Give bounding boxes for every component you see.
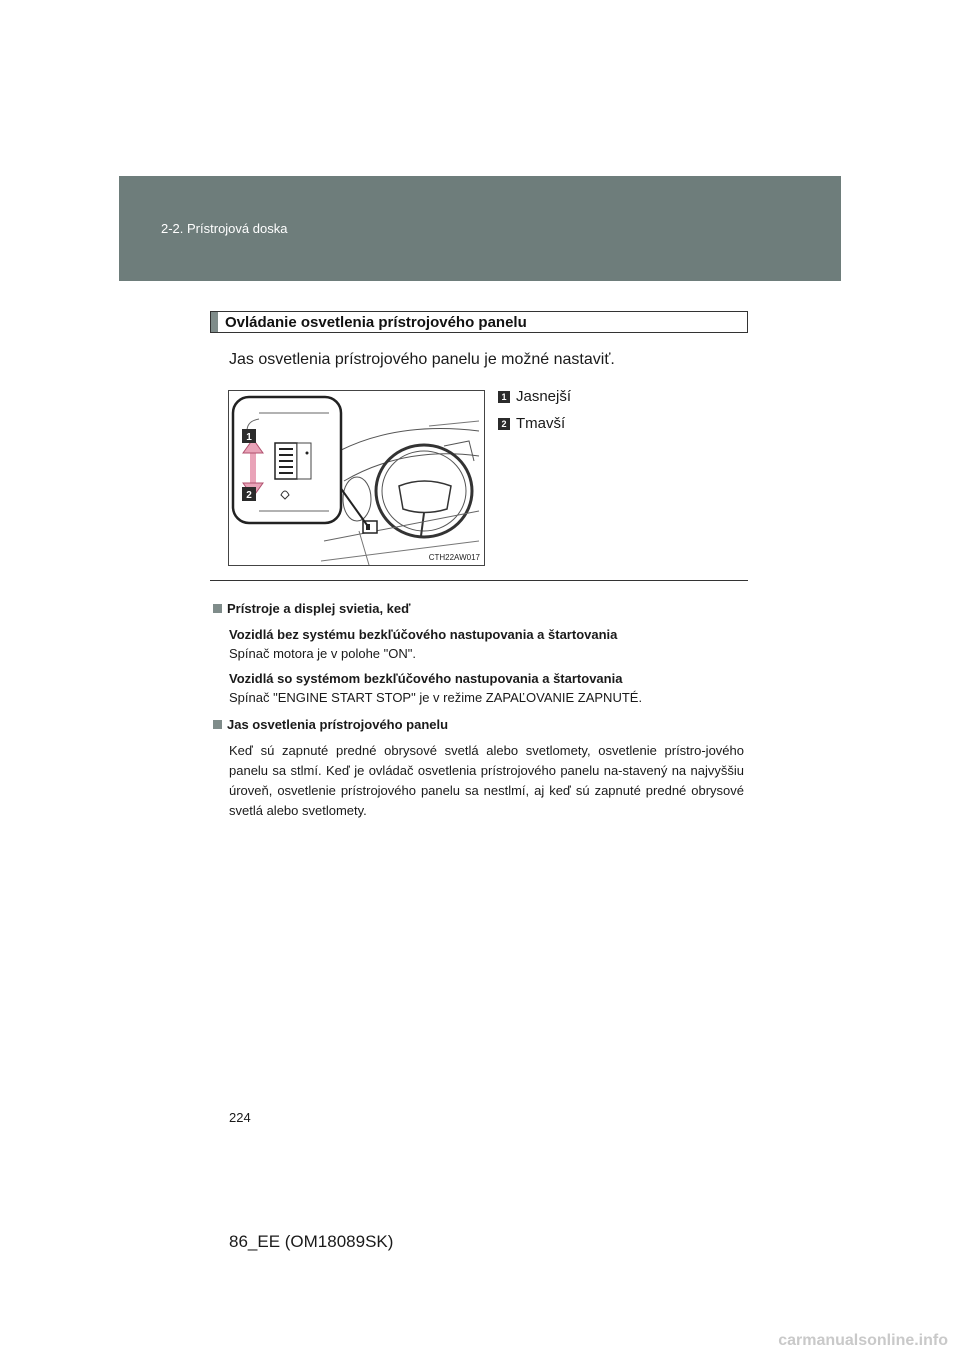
legend-number: 2 — [498, 418, 510, 430]
note-title-text: Jas osvetlenia prístrojového panelu — [227, 717, 449, 732]
note-text: Spínač motora je v polohe "ON". — [229, 646, 416, 661]
dashboard-illustration — [228, 390, 485, 566]
dashboard-drawing — [229, 391, 484, 565]
legend-number: 1 — [498, 391, 510, 403]
section-title: 2-2. Prístrojová doska — [161, 221, 288, 236]
callout-1: 1 — [246, 432, 252, 443]
legend-label: Jasnejší — [516, 388, 572, 405]
header-band — [119, 176, 841, 281]
heading-box — [210, 311, 748, 333]
note-paragraph: Keď sú zapnuté predné obrysové svetlá alebo svetlomety, osvetlenie prístro-jového panelu sa stlmí. Keď je ovládač osvetlenia prístrojového panelu na-stavený na najvyššiu úroveň, osvetlenie prístrojového panelu sa nestlmí, aj keď sú zapnuté predné obrysové svetlá alebo svetlomety. — [229, 743, 744, 818]
callout-2: 2 — [246, 490, 252, 501]
heading-accent-bar — [211, 312, 218, 332]
legend-item-brighter — [498, 388, 571, 405]
note-text: Spínač "ENGINE START STOP" je v režime ZAPAĽOVANIE ZAPNUTÉ. — [229, 690, 643, 705]
heading-title: Ovládanie osvetlenia prístrojového panelu — [225, 314, 527, 331]
legend-label: Tmavší — [516, 415, 566, 432]
square-bullet-icon — [213, 720, 222, 729]
note-subtitle: Vozidlá bez systému bezkľúčového nastupovania a štartovania — [229, 627, 618, 642]
square-bullet-icon — [213, 604, 222, 613]
page-number: 224 — [229, 1110, 251, 1125]
legend-item-darker — [498, 415, 565, 432]
note-title-brightness — [213, 717, 448, 732]
note-title-display — [213, 601, 411, 616]
footer-code: 86_EE (OM18089SK) — [229, 1232, 394, 1251]
intro-text: Jas osvetlenia prístrojového panelu je možné nastaviť. — [229, 351, 615, 368]
watermark: carmanualsonline.info — [778, 1332, 948, 1349]
note-subtitle: Vozidlá so systémom bezkľúčového nastupovania a štartovania — [229, 671, 623, 686]
note-title-text: Prístroje a displej svietia, keď — [227, 601, 411, 616]
figure-code: CTH22AW017 — [428, 553, 480, 562]
section-divider — [210, 580, 748, 581]
